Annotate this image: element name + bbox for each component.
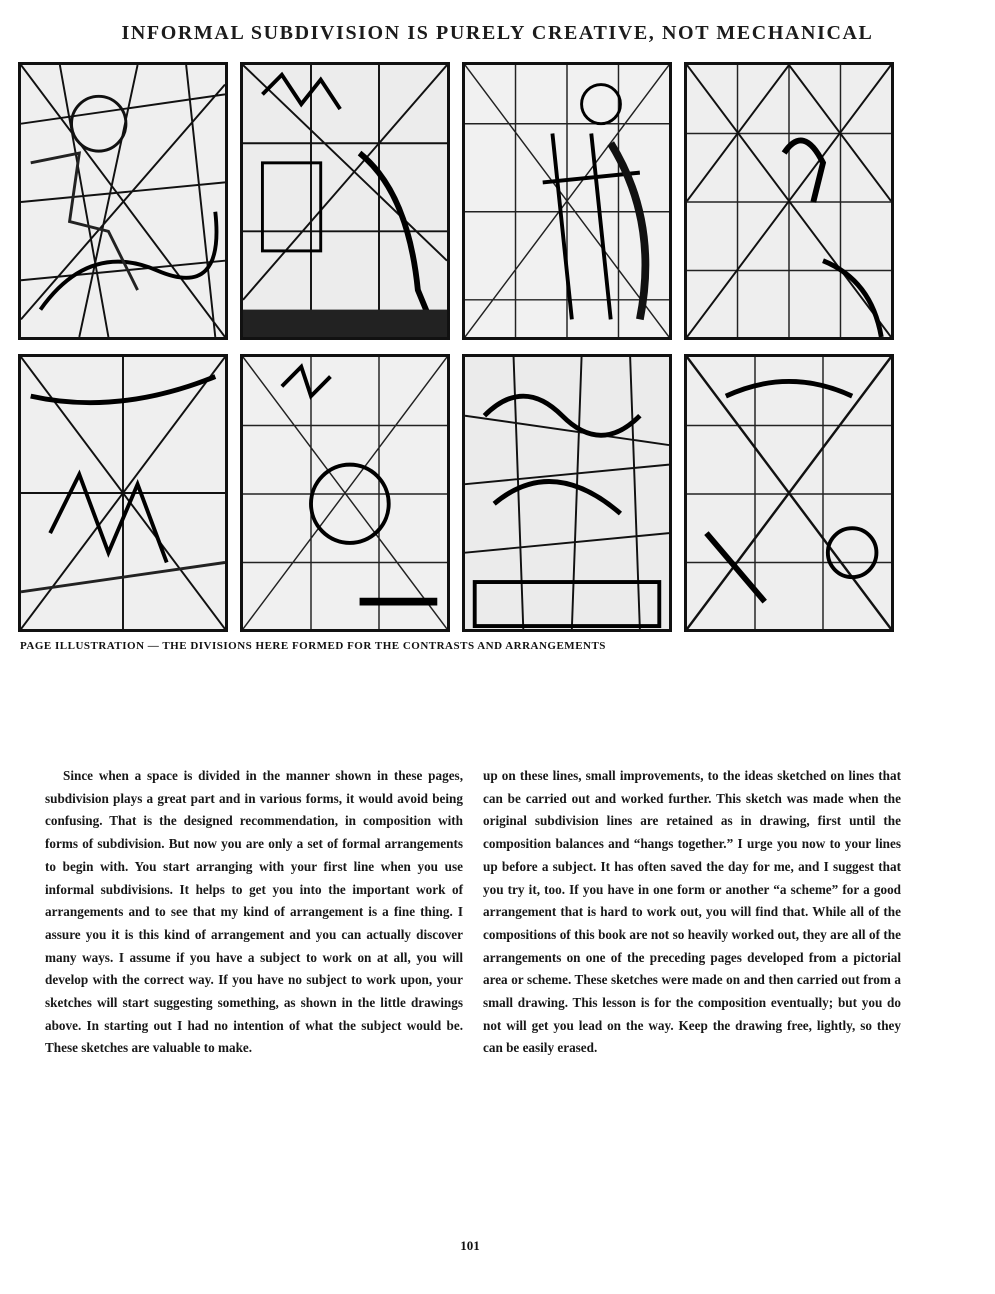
- illustration-panel-1: [18, 62, 228, 340]
- body-text-left-column: Since when a space is divided in the manner shown in these pages, subdivision plays a great part and in various forms, it would avoid being confusing. That is the designed recommendation, in composition with forms of subdivision. But now you are only a set of formal arrangements to begin with. You start arranging with your first line when you use informal subdivisions. It helps to get you into the important work of arrangements and to see that my kind of arrangement is a fine thing. I assure you it is this kind of arrangement and you can actually discover many ways. I assume if you have a subject to work on at all, you will develop with the correct way. If you have no subject to work upon, your sketches will start suggesting something, as shown in the little drawings above. In starting out I had no intention of what the subject would be. These sketches are valuable to make.: [45, 768, 463, 1056]
- illustration-grid: [18, 62, 913, 632]
- body-text-right-column: up on these lines, small improvements, to the ideas sketched on lines that can be carried out and worked further. This sketch was made when the original subdivision lines are retained as in drawing, first until the composition balances and “hangs together.” I urge you now to your lines up before a subject. It has often saved the day for me, and I suggest that you try it, too. If you have in one form or another “a scheme” for a good arrangement that is hard to work out, you will find that. While all of the compositions of this book are not so heavily worked out, they are all of the arrangements on one of the preceding pages developed from a pictorial area or scheme. These sketches were made on and then carried out from a small drawing. This lesson is for the composition eventually; but you do not will get you lead on the way. Keep the drawing free, lightly, so they can be easily erased.: [483, 768, 901, 1056]
- page-number: 101: [460, 1238, 480, 1253]
- illustration-panel-5: [18, 354, 228, 632]
- running-head: INFORMAL SUBDIVISION IS PURELY CREATIVE, NOT MECHANICAL: [121, 22, 874, 44]
- illustration-panel-2: [240, 62, 450, 340]
- illustration-panel-7: [462, 354, 672, 632]
- illustration-panel-6: [240, 354, 450, 632]
- illustration-panel-4: [684, 62, 894, 340]
- illustration-panel-8: [684, 354, 894, 632]
- illustration-panel-3: [462, 62, 672, 340]
- figure-caption: PAGE ILLUSTRATION — THE DIVISIONS HERE FORMED FOR THE CONTRASTS AND ARRANGEMENTS: [20, 640, 606, 652]
